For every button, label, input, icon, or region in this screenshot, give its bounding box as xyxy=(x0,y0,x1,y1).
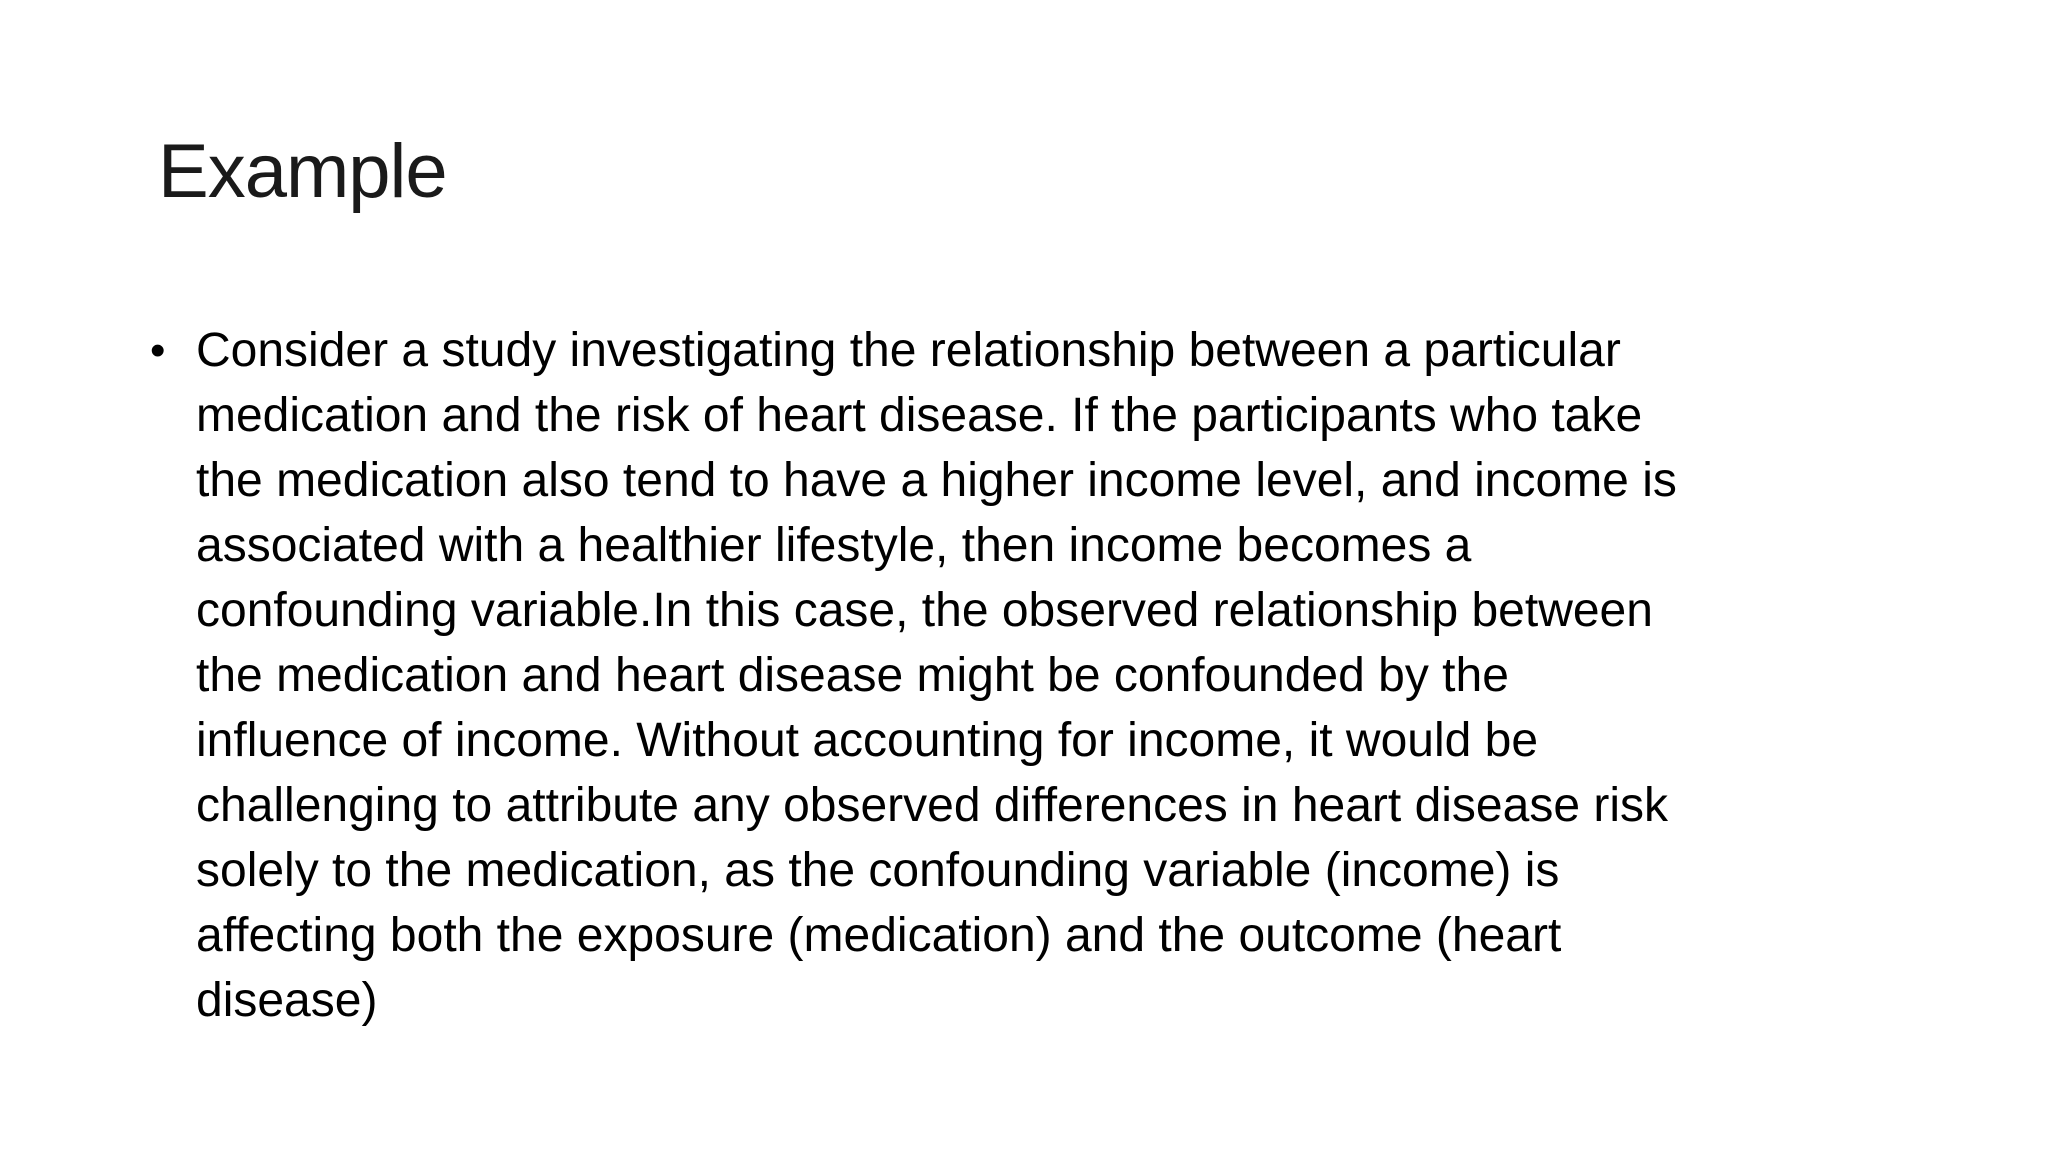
text-line: affecting both the exposure (medication) and the outcome (heart xyxy=(196,909,1562,962)
bullet-item xyxy=(150,318,1910,1033)
text-line: disease) xyxy=(196,974,378,1027)
text-line: associated with a healthier lifestyle, then income becomes a xyxy=(196,519,1472,572)
text-line: medication and the risk of heart disease. If the participants who take xyxy=(196,389,1643,442)
slide-title: Example xyxy=(158,129,447,214)
text-line: influence of income. Without accounting for income, it would be xyxy=(196,714,1539,767)
text-line: confounding variable.In this case, the observed relationship between xyxy=(196,584,1653,637)
bullet-marker: • xyxy=(150,326,166,375)
text-line: Consider a study investigating the relationship between a particular xyxy=(196,324,1621,377)
text-line: the medication and heart disease might be confounded by the xyxy=(196,649,1509,702)
text-line: the medication also tend to have a higher income level, and income is xyxy=(196,454,1677,507)
bullet-text xyxy=(196,318,1910,1033)
bullet-list xyxy=(150,318,1910,1033)
text-line: solely to the medication, as the confounding variable (income) is xyxy=(196,844,1560,897)
text-line: challenging to attribute any observed differences in heart disease risk xyxy=(196,779,1668,832)
